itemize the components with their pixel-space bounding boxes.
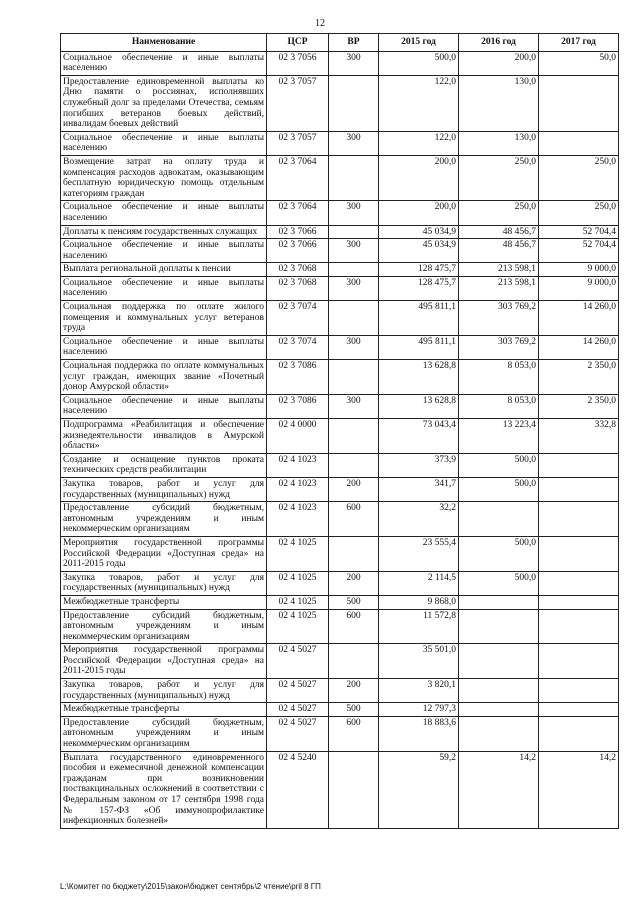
cell-name: Выплата региональной доплаты к пенсии <box>61 263 267 277</box>
cell-2016: 8 053,0 <box>459 394 539 418</box>
cell-vr <box>329 644 379 679</box>
cell-csr: 02 4 5027 <box>267 679 329 703</box>
table-row <box>61 276 619 300</box>
cell-vr: 200 <box>329 477 379 501</box>
cell-vr <box>329 263 379 277</box>
cell-name: Выплата государственного единовременного пособия и ежемесячной денежной компенсации гражданам при возникновении поствакцинальных осложнений в соответствии с Федеральным законом от 17 сентября 1998 года № 157-ФЗ «Об иммунопрофилактике инфекционных болезней» <box>61 751 267 828</box>
cell-csr: 02 3 7064 <box>267 155 329 200</box>
cell-vr: 300 <box>329 276 379 300</box>
cell-vr <box>329 453 379 477</box>
cell-2015: 12 797,3 <box>379 703 459 717</box>
cell-csr: 02 4 1025 <box>267 536 329 571</box>
cell-2017 <box>539 644 619 679</box>
cell-2017 <box>539 703 619 717</box>
table-row <box>61 201 619 225</box>
footer-file-path: L:\Комитет по бюджету\2015\закон\бюджет сентябрь\2 чтение\pril 8 ГП <box>60 882 321 891</box>
cell-2016 <box>459 595 539 609</box>
cell-vr: 300 <box>329 335 379 359</box>
cell-2015: 23 555,4 <box>379 536 459 571</box>
cell-name: Межбюджетные трансферты <box>61 595 267 609</box>
cell-csr: 02 4 0000 <box>267 419 329 454</box>
cell-csr: 02 3 7057 <box>267 75 329 131</box>
cell-csr: 02 4 1023 <box>267 502 329 537</box>
cell-2015: 9 868,0 <box>379 595 459 609</box>
table-row <box>61 155 619 200</box>
cell-2015: 73 043,4 <box>379 419 459 454</box>
cell-csr: 02 4 5027 <box>267 644 329 679</box>
cell-2015: 11 572,8 <box>379 609 459 644</box>
cell-2016: 213 598,1 <box>459 263 539 277</box>
budget-table <box>60 33 619 829</box>
cell-csr: 02 3 7068 <box>267 263 329 277</box>
cell-csr: 02 3 7068 <box>267 276 329 300</box>
cell-2015: 45 034,9 <box>379 239 459 263</box>
cell-2015: 495 811,1 <box>379 335 459 359</box>
cell-2015: 32,2 <box>379 502 459 537</box>
cell-2016: 500,0 <box>459 453 539 477</box>
cell-csr: 02 4 5027 <box>267 716 329 751</box>
table-row <box>61 595 619 609</box>
cell-2016: 48 456,7 <box>459 239 539 263</box>
cell-name: Мероприятия государственной программы Российской Федерации «Доступная среда» на 2011-2015 годы <box>61 536 267 571</box>
cell-name: Возмещение затрат на оплату труда и компенсация расходов адвокатам, оказывающим бесплатную юридическую помощь отдельным категориям граждан <box>61 155 267 200</box>
table-row <box>61 335 619 359</box>
cell-2016 <box>459 644 539 679</box>
cell-2017 <box>539 502 619 537</box>
header-vr: ВР <box>329 34 379 52</box>
cell-name: Социальное обеспечение и иные выплаты населению <box>61 201 267 225</box>
cell-2017: 52 704,4 <box>539 225 619 239</box>
cell-name: Закупка товаров, работ и услуг для государственных (муниципальных) нужд <box>61 679 267 703</box>
header-2017: 2017 год <box>539 34 619 52</box>
cell-2016: 213 598,1 <box>459 276 539 300</box>
cell-2016: 130,0 <box>459 75 539 131</box>
cell-csr: 02 3 7066 <box>267 239 329 263</box>
cell-name: Межбюджетные трансферты <box>61 703 267 717</box>
cell-2016: 250,0 <box>459 155 539 200</box>
cell-2015: 200,0 <box>379 201 459 225</box>
cell-2015: 500,0 <box>379 51 459 75</box>
cell-2017 <box>539 453 619 477</box>
table-row <box>61 360 619 395</box>
cell-vr: 500 <box>329 703 379 717</box>
cell-vr: 600 <box>329 609 379 644</box>
cell-2015: 13 628,8 <box>379 394 459 418</box>
table-header-row <box>61 34 619 52</box>
cell-2015: 2 114,5 <box>379 571 459 595</box>
header-2016: 2016 год <box>459 34 539 52</box>
cell-vr: 200 <box>329 571 379 595</box>
cell-name: Социальное обеспечение и иные выплаты населению <box>61 335 267 359</box>
cell-csr: 02 3 7064 <box>267 201 329 225</box>
cell-2016: 130,0 <box>459 131 539 155</box>
cell-vr: 600 <box>329 502 379 537</box>
cell-name: Социальное обеспечение и иные выплаты населению <box>61 51 267 75</box>
cell-vr <box>329 536 379 571</box>
table-row <box>61 75 619 131</box>
table-row <box>61 644 619 679</box>
cell-2017: 52 704,4 <box>539 239 619 263</box>
table-row <box>61 394 619 418</box>
cell-2017: 14 260,0 <box>539 301 619 336</box>
table-row <box>61 419 619 454</box>
cell-vr <box>329 155 379 200</box>
cell-2017 <box>539 716 619 751</box>
cell-2017 <box>539 595 619 609</box>
cell-2015: 341,7 <box>379 477 459 501</box>
cell-2015: 373,9 <box>379 453 459 477</box>
cell-csr: 02 4 1023 <box>267 477 329 501</box>
table-body <box>61 51 619 828</box>
cell-name: Закупка товаров, работ и услуг для государственных (муниципальных) нужд <box>61 571 267 595</box>
header-2015: 2015 год <box>379 34 459 52</box>
cell-2015: 13 628,8 <box>379 360 459 395</box>
table-row <box>61 263 619 277</box>
cell-name: Закупка товаров, работ и услуг для государственных (муниципальных) нужд <box>61 477 267 501</box>
cell-csr: 02 3 7074 <box>267 335 329 359</box>
cell-name: Социальное обеспечение и иные выплаты населению <box>61 394 267 418</box>
cell-vr: 500 <box>329 595 379 609</box>
cell-csr: 02 3 7086 <box>267 360 329 395</box>
cell-vr <box>329 360 379 395</box>
cell-name: Социальная поддержка по оплате коммунальных услуг граждан, имеющих звание «Почетный донор Амурской области» <box>61 360 267 395</box>
cell-2015: 18 883,6 <box>379 716 459 751</box>
table-row <box>61 751 619 828</box>
cell-2016 <box>459 716 539 751</box>
cell-2017: 2 350,0 <box>539 360 619 395</box>
cell-2016: 250,0 <box>459 201 539 225</box>
cell-2015: 200,0 <box>379 155 459 200</box>
cell-name: Подпрограмма «Реабилитация и обеспечение жизнедеятельности инвалидов в Амурской области» <box>61 419 267 454</box>
cell-2017 <box>539 679 619 703</box>
cell-2017: 2 350,0 <box>539 394 619 418</box>
cell-2016: 13 223,4 <box>459 419 539 454</box>
cell-csr: 02 3 7074 <box>267 301 329 336</box>
cell-csr: 02 3 7066 <box>267 225 329 239</box>
cell-vr: 300 <box>329 201 379 225</box>
cell-vr: 600 <box>329 716 379 751</box>
table-row <box>61 239 619 263</box>
header-name: Наименование <box>61 34 267 52</box>
cell-name: Социальное обеспечение и иные выплаты населению <box>61 131 267 155</box>
cell-vr <box>329 419 379 454</box>
cell-2017: 14 260,0 <box>539 335 619 359</box>
cell-2017: 250,0 <box>539 201 619 225</box>
cell-vr <box>329 301 379 336</box>
cell-name: Доплаты к пенсиям государственных служащих <box>61 225 267 239</box>
cell-name: Создание и оснащение пунктов проката технических средств реабилитации <box>61 453 267 477</box>
cell-2015: 122,0 <box>379 75 459 131</box>
table-row <box>61 477 619 501</box>
cell-name: Социальное обеспечение и иные выплаты населению <box>61 276 267 300</box>
table-row <box>61 679 619 703</box>
cell-2016: 48 456,7 <box>459 225 539 239</box>
cell-2017 <box>539 609 619 644</box>
table-row <box>61 609 619 644</box>
cell-2016: 500,0 <box>459 536 539 571</box>
cell-2017: 9 000,0 <box>539 263 619 277</box>
cell-2015: 128 475,7 <box>379 263 459 277</box>
cell-2016: 303 769,2 <box>459 301 539 336</box>
table-row <box>61 131 619 155</box>
cell-name: Социальная поддержка по оплате жилого помещения и коммунальных услуг ветеранов труда <box>61 301 267 336</box>
cell-2015: 128 475,7 <box>379 276 459 300</box>
cell-2015: 495 811,1 <box>379 301 459 336</box>
table-row <box>61 453 619 477</box>
cell-2017 <box>539 75 619 131</box>
table-row <box>61 571 619 595</box>
cell-name: Социальное обеспечение и иные выплаты населению <box>61 239 267 263</box>
table-row <box>61 225 619 239</box>
cell-name: Предоставление субсидий бюджетным, автономным учреждениям и иным некоммерческим организациям <box>61 502 267 537</box>
cell-2017 <box>539 571 619 595</box>
cell-2017: 9 000,0 <box>539 276 619 300</box>
cell-2015: 122,0 <box>379 131 459 155</box>
cell-2015: 35 501,0 <box>379 644 459 679</box>
cell-csr: 02 3 7056 <box>267 51 329 75</box>
cell-name: Предоставление субсидий бюджетным, автономным учреждениям и иным некоммерческим организациям <box>61 716 267 751</box>
cell-vr <box>329 751 379 828</box>
cell-csr: 02 3 7086 <box>267 394 329 418</box>
cell-2015: 45 034,9 <box>379 225 459 239</box>
cell-vr: 300 <box>329 131 379 155</box>
cell-vr: 200 <box>329 679 379 703</box>
cell-2016 <box>459 703 539 717</box>
cell-2016: 8 053,0 <box>459 360 539 395</box>
cell-2015: 3 820,1 <box>379 679 459 703</box>
cell-csr: 02 4 5240 <box>267 751 329 828</box>
cell-2017 <box>539 477 619 501</box>
cell-vr: 300 <box>329 239 379 263</box>
cell-2017: 250,0 <box>539 155 619 200</box>
header-csr: ЦСР <box>267 34 329 52</box>
cell-2016 <box>459 679 539 703</box>
cell-vr: 300 <box>329 394 379 418</box>
cell-2015: 59,2 <box>379 751 459 828</box>
cell-name: Предоставление субсидий бюджетным, автономным учреждениям и иным некоммерческим организациям <box>61 609 267 644</box>
cell-2016: 500,0 <box>459 571 539 595</box>
table-row <box>61 716 619 751</box>
cell-2017: 50,0 <box>539 51 619 75</box>
table-row <box>61 703 619 717</box>
cell-2017: 14,2 <box>539 751 619 828</box>
cell-csr: 02 4 1025 <box>267 595 329 609</box>
table-row <box>61 51 619 75</box>
cell-name: Мероприятия государственной программы Российской Федерации «Доступная среда» на 2011-2015 годы <box>61 644 267 679</box>
cell-2016: 303 769,2 <box>459 335 539 359</box>
cell-2016 <box>459 609 539 644</box>
cell-2016: 500,0 <box>459 477 539 501</box>
table-row <box>61 301 619 336</box>
cell-csr: 02 4 5027 <box>267 703 329 717</box>
cell-csr: 02 4 1025 <box>267 609 329 644</box>
cell-vr <box>329 225 379 239</box>
cell-name: Предоставление единовременной выплаты ко Дню памяти о россиянах, исполнявших служебный долг за пределами Отечества, семьям погибших ветеранов боевых действий, инвалидам боевых действий <box>61 75 267 131</box>
cell-2017 <box>539 131 619 155</box>
cell-2016 <box>459 502 539 537</box>
page-number: 12 <box>315 18 325 29</box>
cell-2016: 200,0 <box>459 51 539 75</box>
cell-2017: 332,8 <box>539 419 619 454</box>
table-row <box>61 502 619 537</box>
cell-2016: 14,2 <box>459 751 539 828</box>
cell-2017 <box>539 536 619 571</box>
cell-csr: 02 4 1023 <box>267 453 329 477</box>
cell-vr <box>329 75 379 131</box>
cell-csr: 02 3 7057 <box>267 131 329 155</box>
cell-vr: 300 <box>329 51 379 75</box>
table-row <box>61 536 619 571</box>
cell-csr: 02 4 1025 <box>267 571 329 595</box>
